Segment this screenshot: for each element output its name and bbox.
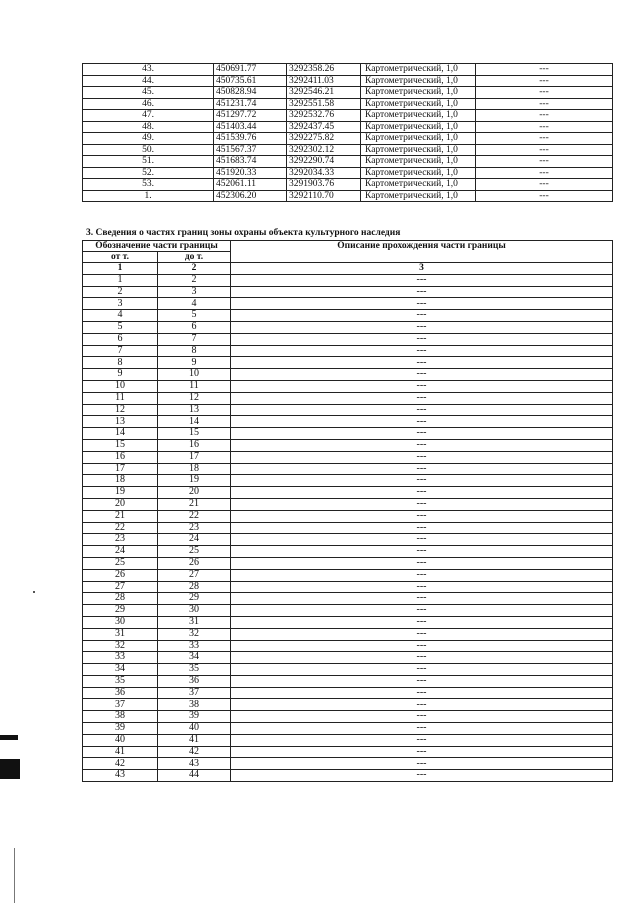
column-number-3: 3 [231, 263, 613, 275]
method-cell: Картометрический, 1,0 [361, 167, 476, 179]
coord-x: 452061.11 [214, 179, 287, 191]
point-number: 45. [83, 87, 214, 99]
to-point: 44 [158, 770, 231, 782]
boundary-part-row [83, 357, 613, 369]
to-point: 22 [158, 510, 231, 522]
description-cell: --- [476, 133, 613, 145]
method-cell: Картометрический, 1,0 [361, 121, 476, 133]
from-point: 5 [83, 321, 158, 333]
boundary-part-row [83, 593, 613, 605]
method-cell: Картометрический, 1,0 [361, 75, 476, 87]
to-point: 37 [158, 687, 231, 699]
coordinate-row [83, 98, 613, 110]
from-point: 11 [83, 392, 158, 404]
boundary-part-row [83, 298, 613, 310]
part-description: --- [231, 439, 613, 451]
boundary-part-row [83, 758, 613, 770]
from-point: 32 [83, 640, 158, 652]
coordinate-row [83, 144, 613, 156]
description-cell: --- [476, 167, 613, 179]
from-point: 33 [83, 652, 158, 664]
part-description: --- [231, 593, 613, 605]
header-designation: Обозначение части границы [83, 241, 231, 252]
method-cell: Картометрический, 1,0 [361, 190, 476, 202]
boundary-part-row [83, 546, 613, 558]
point-number: 52. [83, 167, 214, 179]
column-number-1: 1 [83, 263, 158, 275]
from-point: 42 [83, 758, 158, 770]
to-point: 9 [158, 357, 231, 369]
to-point: 33 [158, 640, 231, 652]
boundary-part-row [83, 451, 613, 463]
to-point: 10 [158, 369, 231, 381]
to-point: 18 [158, 463, 231, 475]
to-point: 43 [158, 758, 231, 770]
to-point: 13 [158, 404, 231, 416]
part-description: --- [231, 522, 613, 534]
boundary-part-row [83, 463, 613, 475]
to-point: 29 [158, 593, 231, 605]
part-description: --- [231, 770, 613, 782]
from-point: 43 [83, 770, 158, 782]
coord-y: 3292034.33 [287, 167, 361, 179]
description-cell: --- [476, 156, 613, 168]
boundary-part-row [83, 723, 613, 735]
part-description: --- [231, 369, 613, 381]
point-number: 51. [83, 156, 214, 168]
method-cell: Картометрический, 1,0 [361, 144, 476, 156]
boundary-part-row [83, 392, 613, 404]
description-cell: --- [476, 121, 613, 133]
coordinate-row [83, 64, 613, 76]
coord-y: 3292110.70 [287, 190, 361, 202]
to-point: 2 [158, 274, 231, 286]
to-point: 39 [158, 711, 231, 723]
part-description: --- [231, 546, 613, 558]
boundary-part-row [83, 439, 613, 451]
from-point: 9 [83, 369, 158, 381]
boundary-part-row [83, 416, 613, 428]
from-point: 38 [83, 711, 158, 723]
to-point: 36 [158, 675, 231, 687]
coord-y: 3292551.58 [287, 98, 361, 110]
boundary-part-row [83, 404, 613, 416]
part-description: --- [231, 605, 613, 617]
from-point: 22 [83, 522, 158, 534]
point-number: 1. [83, 190, 214, 202]
from-point: 24 [83, 546, 158, 558]
scan-speck [33, 591, 35, 593]
to-point: 26 [158, 557, 231, 569]
from-point: 26 [83, 569, 158, 581]
boundary-part-row [83, 345, 613, 357]
boundary-part-row [83, 534, 613, 546]
method-cell: Картометрический, 1,0 [361, 98, 476, 110]
from-point: 1 [83, 274, 158, 286]
coord-x: 450828.94 [214, 87, 287, 99]
from-point: 16 [83, 451, 158, 463]
coord-y: 3292302.12 [287, 144, 361, 156]
from-point: 8 [83, 357, 158, 369]
coord-x: 451539.76 [214, 133, 287, 145]
from-point: 20 [83, 498, 158, 510]
boundary-parts-table [82, 240, 613, 782]
method-cell: Картометрический, 1,0 [361, 110, 476, 122]
to-point: 32 [158, 628, 231, 640]
part-description: --- [231, 380, 613, 392]
to-point: 40 [158, 723, 231, 735]
section-heading: 3. Сведения о частях границ зоны охраны объекта культурного наследия [86, 228, 401, 238]
from-point: 17 [83, 463, 158, 475]
part-description: --- [231, 758, 613, 770]
to-point: 7 [158, 333, 231, 345]
description-cell: --- [476, 144, 613, 156]
boundary-part-row [83, 581, 613, 593]
boundary-part-row [83, 557, 613, 569]
to-point: 11 [158, 380, 231, 392]
from-point: 4 [83, 310, 158, 322]
to-point: 21 [158, 498, 231, 510]
from-point: 37 [83, 699, 158, 711]
part-description: --- [231, 392, 613, 404]
part-description: --- [231, 746, 613, 758]
boundary-part-row [83, 569, 613, 581]
to-point: 6 [158, 321, 231, 333]
to-point: 8 [158, 345, 231, 357]
from-point: 2 [83, 286, 158, 298]
part-description: --- [231, 310, 613, 322]
coord-x: 452306.20 [214, 190, 287, 202]
point-number: 49. [83, 133, 214, 145]
to-point: 20 [158, 487, 231, 499]
coord-x: 450691.77 [214, 64, 287, 76]
to-point: 25 [158, 546, 231, 558]
coordinate-row [83, 156, 613, 168]
from-point: 39 [83, 723, 158, 735]
boundary-part-row [83, 652, 613, 664]
to-point: 35 [158, 664, 231, 676]
coordinate-row [83, 110, 613, 122]
from-point: 35 [83, 675, 158, 687]
from-point: 10 [83, 380, 158, 392]
boundary-part-row [83, 475, 613, 487]
from-point: 19 [83, 487, 158, 499]
part-description: --- [231, 675, 613, 687]
description-cell: --- [476, 87, 613, 99]
from-point: 36 [83, 687, 158, 699]
method-cell: Картометрический, 1,0 [361, 133, 476, 145]
part-description: --- [231, 286, 613, 298]
part-description: --- [231, 345, 613, 357]
method-cell: Картометрический, 1,0 [361, 179, 476, 191]
boundary-part-row [83, 274, 613, 286]
boundary-part-row [83, 522, 613, 534]
to-point: 27 [158, 569, 231, 581]
point-number: 48. [83, 121, 214, 133]
from-point: 23 [83, 534, 158, 546]
description-cell: --- [476, 179, 613, 191]
to-point: 4 [158, 298, 231, 310]
coord-y: 3292437.45 [287, 121, 361, 133]
point-number: 47. [83, 110, 214, 122]
coord-y: 3292411.03 [287, 75, 361, 87]
part-description: --- [231, 498, 613, 510]
header-to: до т. [158, 252, 231, 263]
to-point: 3 [158, 286, 231, 298]
boundary-part-row [83, 770, 613, 782]
part-description: --- [231, 581, 613, 593]
from-point: 7 [83, 345, 158, 357]
part-description: --- [231, 428, 613, 440]
method-cell: Картометрический, 1,0 [361, 87, 476, 99]
part-description: --- [231, 487, 613, 499]
from-point: 34 [83, 664, 158, 676]
to-point: 28 [158, 581, 231, 593]
coord-x: 451920.33 [214, 167, 287, 179]
coord-y: 3291903.76 [287, 179, 361, 191]
from-point: 15 [83, 439, 158, 451]
from-point: 12 [83, 404, 158, 416]
part-description: --- [231, 510, 613, 522]
to-point: 5 [158, 310, 231, 322]
boundary-part-row [83, 675, 613, 687]
from-point: 40 [83, 734, 158, 746]
part-description: --- [231, 357, 613, 369]
coord-x: 451567.37 [214, 144, 287, 156]
coord-x: 450735.61 [214, 75, 287, 87]
coord-x: 451403.44 [214, 121, 287, 133]
boundary-part-row [83, 640, 613, 652]
boundary-part-row [83, 428, 613, 440]
part-description: --- [231, 569, 613, 581]
part-description: --- [231, 664, 613, 676]
part-description: --- [231, 534, 613, 546]
to-point: 30 [158, 605, 231, 617]
from-point: 41 [83, 746, 158, 758]
point-number: 43. [83, 64, 214, 76]
column-number-2: 2 [158, 263, 231, 275]
boundary-part-row [83, 746, 613, 758]
part-description: --- [231, 699, 613, 711]
to-point: 15 [158, 428, 231, 440]
method-cell: Картометрический, 1,0 [361, 64, 476, 76]
boundary-part-row [83, 498, 613, 510]
part-description: --- [231, 463, 613, 475]
to-point: 14 [158, 416, 231, 428]
from-point: 27 [83, 581, 158, 593]
part-description: --- [231, 652, 613, 664]
from-point: 21 [83, 510, 158, 522]
part-description: --- [231, 475, 613, 487]
from-point: 30 [83, 616, 158, 628]
boundary-part-row [83, 664, 613, 676]
part-description: --- [231, 274, 613, 286]
from-point: 29 [83, 605, 158, 617]
part-description: --- [231, 557, 613, 569]
to-point: 38 [158, 699, 231, 711]
point-number: 44. [83, 75, 214, 87]
part-description: --- [231, 711, 613, 723]
coordinate-row [83, 87, 613, 99]
part-description: --- [231, 687, 613, 699]
boundary-part-row [83, 487, 613, 499]
method-cell: Картометрический, 1,0 [361, 156, 476, 168]
boundary-part-row [83, 369, 613, 381]
coord-y: 3292546.21 [287, 87, 361, 99]
margin-mark-block [0, 759, 20, 779]
part-description: --- [231, 404, 613, 416]
point-number: 46. [83, 98, 214, 110]
description-cell: --- [476, 98, 613, 110]
description-cell: --- [476, 64, 613, 76]
to-point: 19 [158, 475, 231, 487]
boundary-part-row [83, 687, 613, 699]
column-number-row [83, 263, 613, 275]
boundary-part-row [83, 699, 613, 711]
part-description: --- [231, 734, 613, 746]
coord-y: 3292290.74 [287, 156, 361, 168]
part-description: --- [231, 723, 613, 735]
from-point: 31 [83, 628, 158, 640]
coord-y: 3292532.76 [287, 110, 361, 122]
part-description: --- [231, 451, 613, 463]
margin-mark [0, 735, 18, 740]
boundary-part-row [83, 286, 613, 298]
part-description: --- [231, 298, 613, 310]
coord-x: 451231.74 [214, 98, 287, 110]
boundary-part-row [83, 628, 613, 640]
boundary-part-row [83, 605, 613, 617]
to-point: 24 [158, 534, 231, 546]
description-cell: --- [476, 110, 613, 122]
to-point: 16 [158, 439, 231, 451]
from-point: 14 [83, 428, 158, 440]
coordinate-row [83, 179, 613, 191]
to-point: 23 [158, 522, 231, 534]
boundary-part-row [83, 510, 613, 522]
from-point: 6 [83, 333, 158, 345]
part-description: --- [231, 640, 613, 652]
parts-header-row [83, 241, 613, 252]
to-point: 42 [158, 746, 231, 758]
point-number: 50. [83, 144, 214, 156]
to-point: 17 [158, 451, 231, 463]
part-description: --- [231, 333, 613, 345]
description-cell: --- [476, 190, 613, 202]
from-point: 13 [83, 416, 158, 428]
boundary-part-row [83, 333, 613, 345]
coord-x: 451683.74 [214, 156, 287, 168]
boundary-part-row [83, 310, 613, 322]
boundary-part-row [83, 711, 613, 723]
boundary-part-row [83, 380, 613, 392]
part-description: --- [231, 616, 613, 628]
part-description: --- [231, 628, 613, 640]
coord-y: 3292275.82 [287, 133, 361, 145]
coord-x: 451297.72 [214, 110, 287, 122]
coordinate-row [83, 75, 613, 87]
header-description: Описание прохождения части границы [231, 241, 613, 263]
from-point: 28 [83, 593, 158, 605]
boundary-part-row [83, 616, 613, 628]
part-description: --- [231, 416, 613, 428]
to-point: 41 [158, 734, 231, 746]
boundary-part-row [83, 734, 613, 746]
coordinate-row [83, 133, 613, 145]
scan-edge-line [14, 848, 15, 903]
part-description: --- [231, 321, 613, 333]
to-point: 31 [158, 616, 231, 628]
coordinates-table [82, 63, 613, 202]
header-from: от т. [83, 252, 158, 263]
from-point: 18 [83, 475, 158, 487]
from-point: 25 [83, 557, 158, 569]
coordinate-row [83, 121, 613, 133]
coordinate-row [83, 190, 613, 202]
point-number: 53. [83, 179, 214, 191]
to-point: 34 [158, 652, 231, 664]
coord-y: 3292358.26 [287, 64, 361, 76]
boundary-part-row [83, 321, 613, 333]
from-point: 3 [83, 298, 158, 310]
coordinate-row [83, 167, 613, 179]
description-cell: --- [476, 75, 613, 87]
to-point: 12 [158, 392, 231, 404]
